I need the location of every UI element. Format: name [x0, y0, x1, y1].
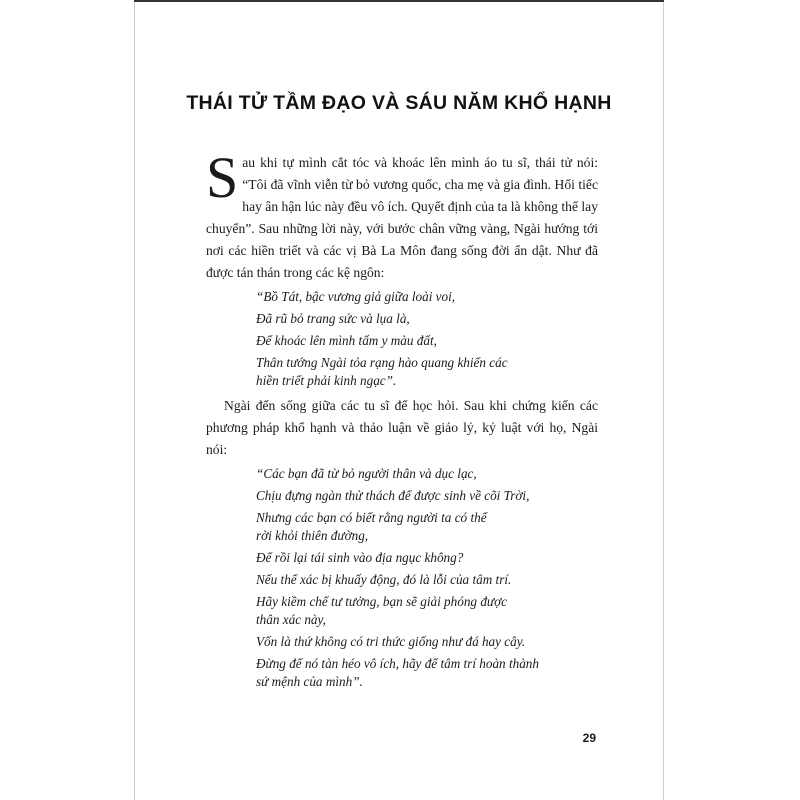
- drop-cap: S: [206, 145, 239, 210]
- verse-line: thân xác này,: [256, 612, 326, 627]
- verse-2: [256, 463, 598, 693]
- verse-line: hiền triết phải kinh ngạc”.: [256, 373, 397, 388]
- verse-line: “Bồ Tát, bậc vương giả giữa loài voi,: [256, 289, 456, 304]
- verse-line: Vốn là thứ không có tri thức giống như đá hay cây.: [256, 634, 526, 649]
- verse-line: “Các bạn đã từ bỏ người thân và dục lạc,: [256, 466, 477, 481]
- verse-line: Thân tướng Ngài tỏa rạng hào quang khiến các: [256, 355, 508, 370]
- verse-line: Nếu thể xác bị khuấy động, đó là lỗi của tâm trí.: [256, 572, 512, 587]
- verse-line: Đã rũ bỏ trang sức và lụa là,: [256, 311, 410, 326]
- verse-line: rời khỏi thiên đường,: [256, 528, 369, 543]
- page-number: 29: [582, 731, 596, 745]
- verse-line: sứ mệnh của mình”.: [256, 674, 363, 689]
- verse-line: Để rồi lại tái sinh vào địa ngục không?: [256, 550, 464, 565]
- verse-line: Đừng để nó tàn héo vô ích, hãy để tâm trí hoàn thành: [256, 656, 539, 671]
- body-text: [206, 145, 598, 693]
- verse-line: Hãy kiềm chế tư tưởng, bạn sẽ giải phóng được: [256, 594, 508, 609]
- chapter-title: THÁI TỬ TẦM ĐẠO VÀ SÁU NĂM KHỔ HẠNH: [186, 92, 612, 114]
- paragraph-1: [206, 145, 598, 284]
- verse-1: [256, 286, 598, 392]
- top-rule: [134, 0, 664, 2]
- verse-line: Nhưng các bạn có biết rằng người ta có thể: [256, 510, 487, 525]
- verse-line: Chịu đựng ngàn thử thách để được sinh về cõi Trời,: [256, 488, 530, 503]
- verse-line: Để khoác lên mình tấm y màu đất,: [256, 333, 437, 348]
- paragraph-2: Ngài đến sống giữa các tu sĩ để học hỏi. Sau khi chứng kiến các phương pháp khổ hạnh và thảo luận về giáo lý, kỷ luật với họ, Ngài nói:: [206, 398, 598, 457]
- paragraph-1-text: au khi tự mình cắt tóc và khoác lên mình áo tu sĩ, thái tử nói: “Tôi đã vĩnh viễn từ bỏ vương quốc, cha mẹ và gia đình. Hối tiếc hay ân hận lúc này đều vô ích. Quyết định của ta là không thể lay chuyển”. Sau những lời này, với bước chân vững vàng, Ngài hướng tới nơi các hiền triết và các vị Bà La Môn đang sống đời ẩn dật. Như đã được tán thán trong các kệ ngôn:: [206, 155, 598, 280]
